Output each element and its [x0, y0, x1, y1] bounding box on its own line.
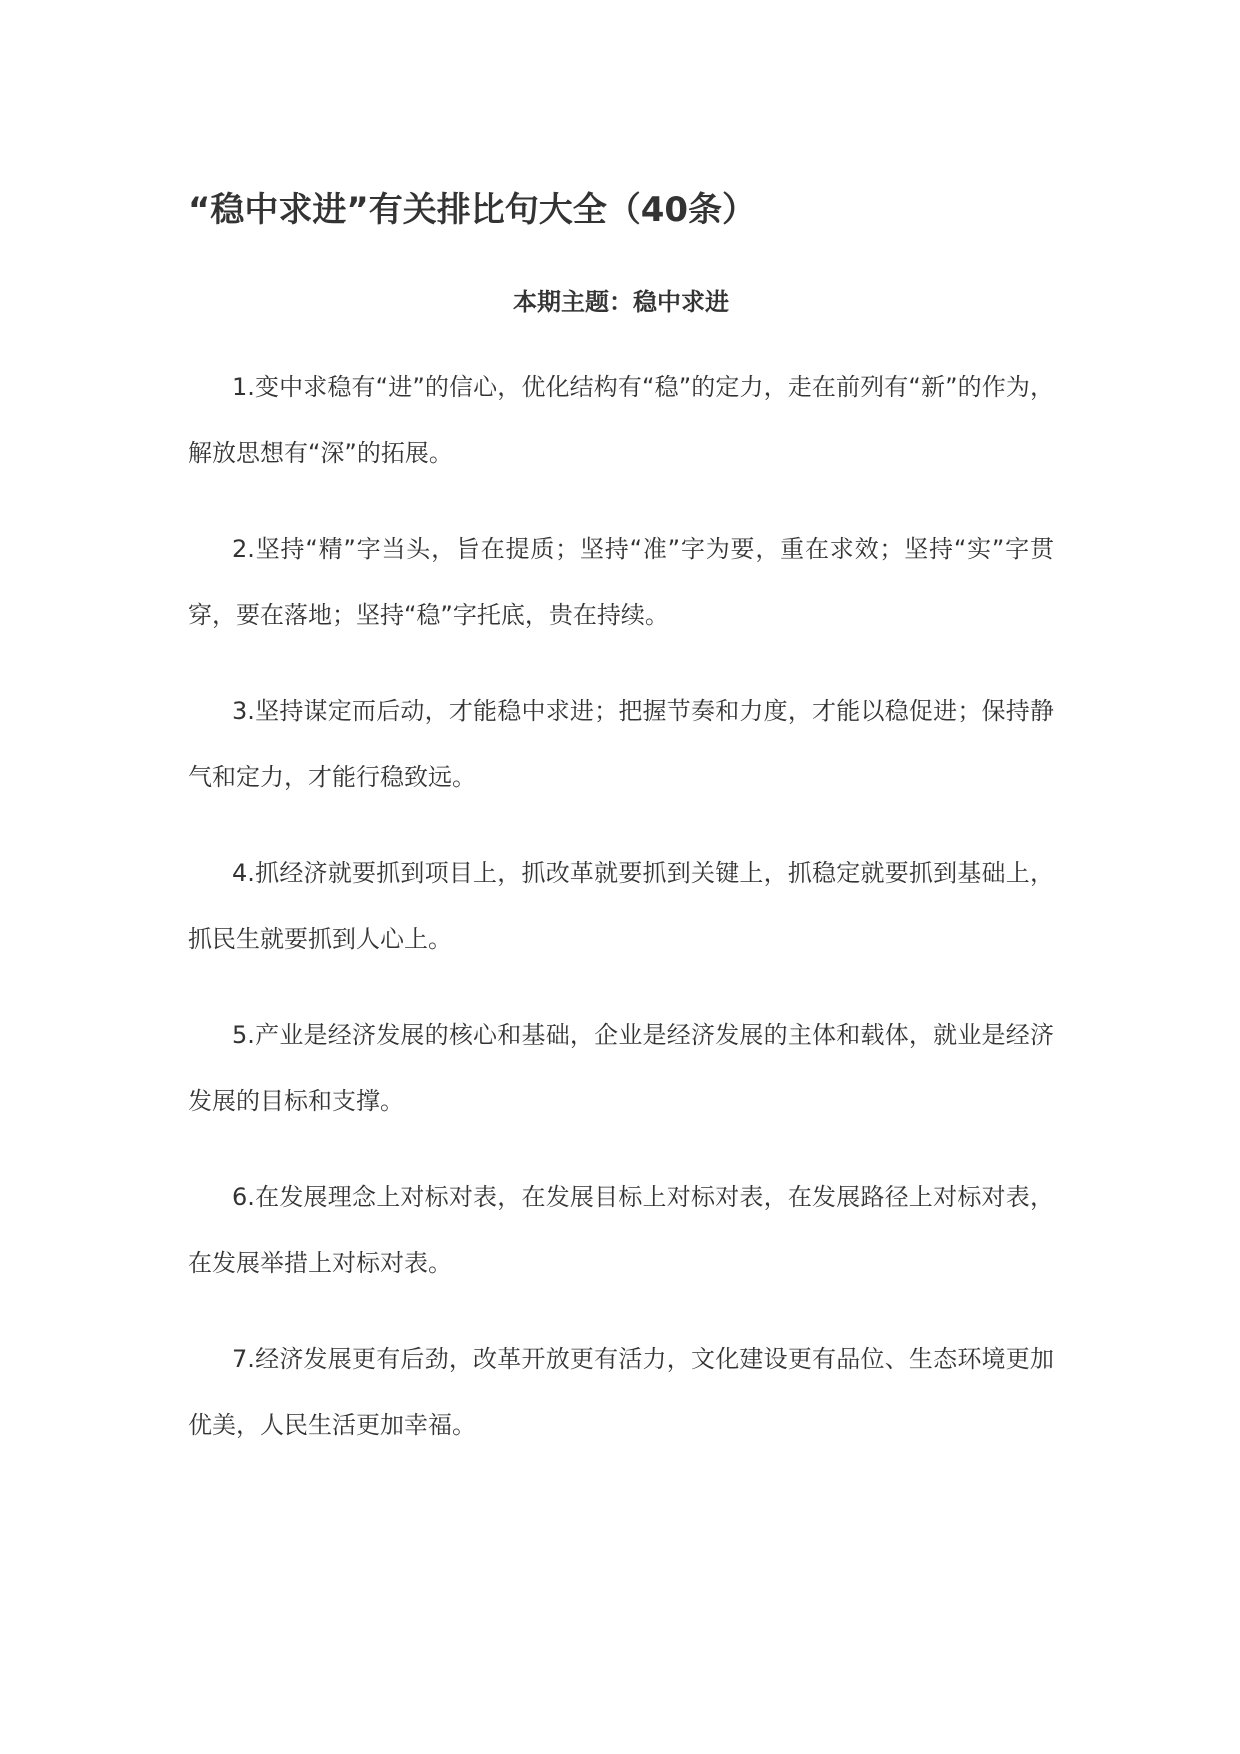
list-item: 2.坚持“精”字当头，旨在提质；坚持“准”字为要，重在求效；坚持“实”字贯穿，要在落地；坚持“稳”字托底，贵在持续。	[188, 534, 1054, 629]
list-item: 6.在发展理念上对标对表，在发展目标上对标对表，在发展路径上对标对表，在发展举措上对标对表。	[188, 1182, 1054, 1277]
list-item: 7.经济发展更有后劲，改革开放更有活力，文化建设更有品位、生态环境更加优美，人民生活更加幸福。	[188, 1344, 1054, 1439]
list-item: 5.产业是经济发展的核心和基础，企业是经济发展的主体和载体，就业是经济发展的目标和支撑。	[188, 1020, 1054, 1115]
document-subtitle: 本期主题：稳中求进	[513, 287, 729, 316]
list-item: 4.抓经济就要抓到项目上，抓改革就要抓到关键上，抓稳定就要抓到基础上，抓民生就要抓到人心上。	[188, 858, 1054, 953]
document-body	[188, 190, 1054, 1488]
list-item: 3.坚持谋定而后动，才能稳中求进；把握节奏和力度，才能以稳促进；保持静气和定力，才能行稳致远。	[188, 696, 1054, 791]
list-item: 1.变中求稳有“进”的信心，优化结构有“稳”的定力，走在前列有“新”的作为，解放思想有“深”的拓展。	[188, 372, 1054, 467]
document-title: “稳中求进”有关排比句大全（40条）	[188, 190, 757, 230]
item-list	[188, 354, 1054, 1458]
